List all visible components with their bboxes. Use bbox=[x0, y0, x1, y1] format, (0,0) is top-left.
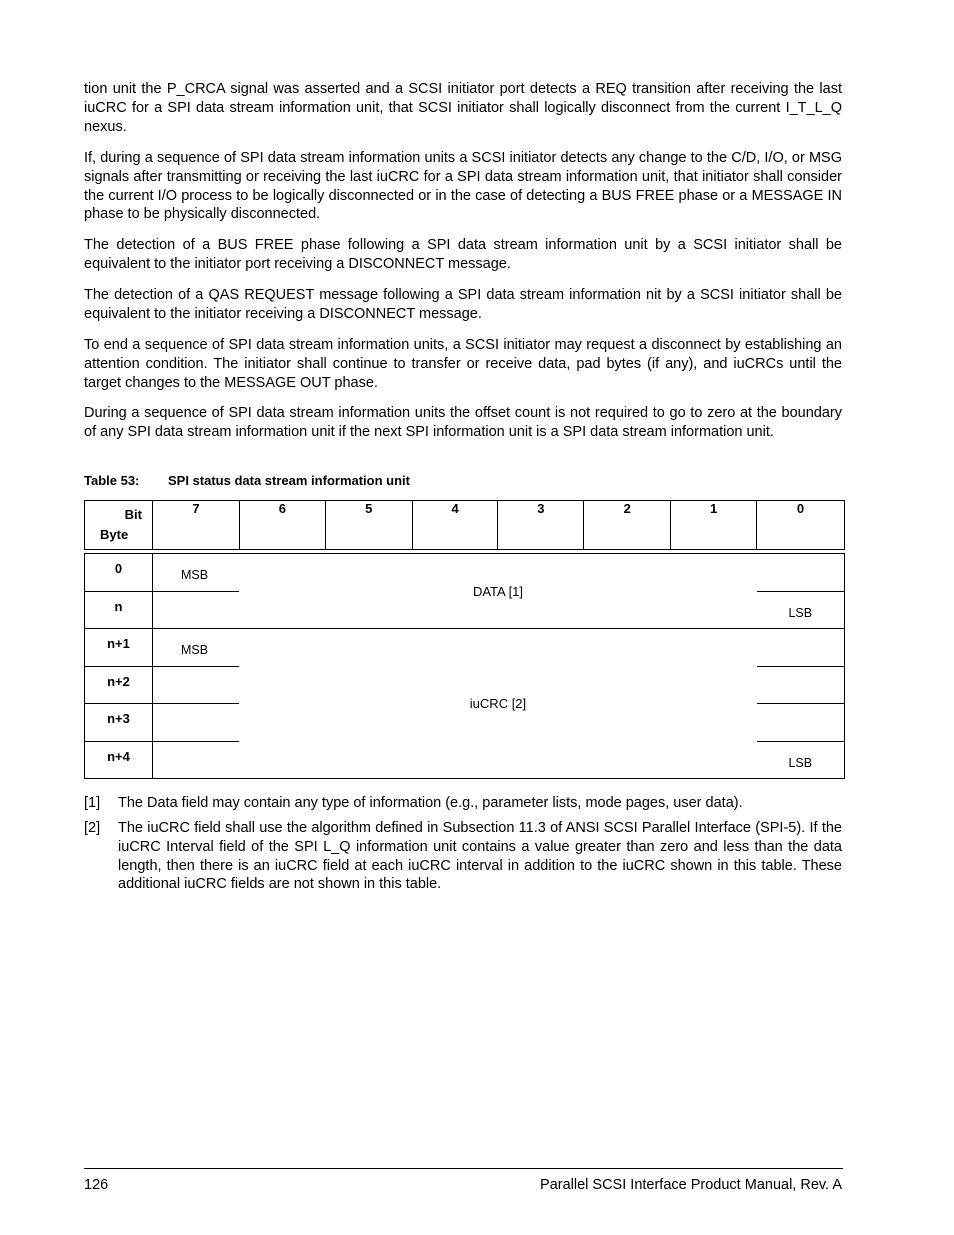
table-row bbox=[85, 629, 845, 667]
empty-cell bbox=[757, 554, 845, 592]
bit-header: 1 bbox=[671, 501, 757, 550]
bit-header: 7 bbox=[152, 501, 239, 550]
paragraph: The detection of a BUS FREE phase following a SPI data stream information unit by a SCSI initiator shall be equivalent to the initiator port receiving a DISCONNECT message. bbox=[84, 237, 842, 272]
byte-number: n bbox=[85, 591, 153, 629]
lsb-marker: LSB bbox=[757, 591, 845, 629]
iucrc-field: iuCRC [2] bbox=[239, 629, 756, 779]
footnote bbox=[84, 819, 842, 894]
byte-number: n+1 bbox=[85, 629, 153, 667]
bit-byte-header bbox=[85, 501, 153, 550]
footnote-number: [1] bbox=[84, 795, 101, 811]
empty-cell bbox=[152, 666, 239, 704]
byte-number: n+3 bbox=[85, 704, 153, 742]
bit-header: 0 bbox=[757, 501, 845, 550]
bit-label: Bit bbox=[124, 507, 142, 522]
paragraph: If, during a sequence of SPI data stream information units a SCSI initiator detects any change to the C/D, I/O, or MSG signals after transmitting or receiving the last iuCRC for a SPI data stream information unit, that initiator shall consider the current I/O process to be logically disconnected or in the case of detecting a BUS FREE phase or a MESSAGE IN phase to be physically disconnected. bbox=[84, 150, 842, 223]
byte-number: 0 bbox=[85, 554, 153, 592]
empty-cell bbox=[152, 704, 239, 742]
data-field: DATA [1] bbox=[239, 554, 756, 629]
table-caption-label: Table 53: bbox=[84, 473, 140, 488]
table-caption-title: SPI status data stream information unit bbox=[168, 473, 410, 488]
spi-status-table bbox=[84, 500, 845, 779]
lsb-marker: LSB bbox=[757, 741, 845, 779]
paragraph: The detection of a QAS REQUEST message following a SPI data stream information nit by a SCSI initiator shall be equivalent to the initiator receiving a DISCONNECT message. bbox=[84, 287, 842, 322]
empty-cell bbox=[152, 591, 239, 629]
bit-header: 6 bbox=[239, 501, 325, 550]
byte-number: n+2 bbox=[85, 666, 153, 704]
empty-cell bbox=[152, 741, 239, 779]
empty-cell bbox=[757, 666, 845, 704]
paragraph: tion unit the P_CRCA signal was asserted and a SCSI initiator port detects a REQ transition after receiving the last iuCRC for a SPI data stream information unit, that SCSI initiator shall logically disconnect from the current I_T_L_Q nexus. bbox=[84, 81, 842, 135]
msb-marker: MSB bbox=[152, 554, 239, 592]
footnote bbox=[84, 794, 842, 813]
bit-header: 2 bbox=[584, 501, 671, 550]
manual-title: Parallel SCSI Interface Product Manual, Rev. A bbox=[540, 1177, 842, 1193]
paragraph: To end a sequence of SPI data stream information units, a SCSI initiator may request a disconnect by establishing an attention condition. The initiator shall continue to transfer or receive data, pad bytes (if any), and iuCRCs until the target changes to the MESSAGE OUT phase. bbox=[84, 337, 842, 391]
footer-rule bbox=[84, 1168, 843, 1169]
footnote-text: The Data field may contain any type of information (e.g., parameter lists, mode pages, user data). bbox=[118, 795, 743, 811]
empty-cell bbox=[757, 629, 845, 667]
bit-header: 5 bbox=[325, 501, 412, 550]
footnote-text: The iuCRC field shall use the algorithm defined in Subsection 11.3 of ANSI SCSI Parallel Interface (SPI-5). If the iuCRC Interval field of the SPI L_Q information unit contains a value greater than zero and less than the data length, then there is an iuCRC field at each iuCRC interval in addition to the iuCRC shown in this table. These additional iuCRC fields are not shown in this table. bbox=[118, 820, 842, 893]
byte-number: n+4 bbox=[85, 741, 153, 779]
bit-header: 3 bbox=[498, 501, 584, 550]
msb-marker: MSB bbox=[152, 629, 239, 667]
page-number: 126 bbox=[84, 1177, 109, 1193]
table-row bbox=[85, 554, 845, 592]
footnote-number: [2] bbox=[84, 820, 101, 836]
byte-label: Byte bbox=[100, 527, 129, 542]
paragraph: During a sequence of SPI data stream information units the offset count is not required to go to zero at the boundary of any SPI data stream information unit if the next SPI information unit is a SPI data stream information unit. bbox=[84, 405, 842, 440]
table-header-row bbox=[85, 501, 845, 550]
bit-header: 4 bbox=[412, 501, 498, 550]
empty-cell bbox=[757, 704, 845, 742]
